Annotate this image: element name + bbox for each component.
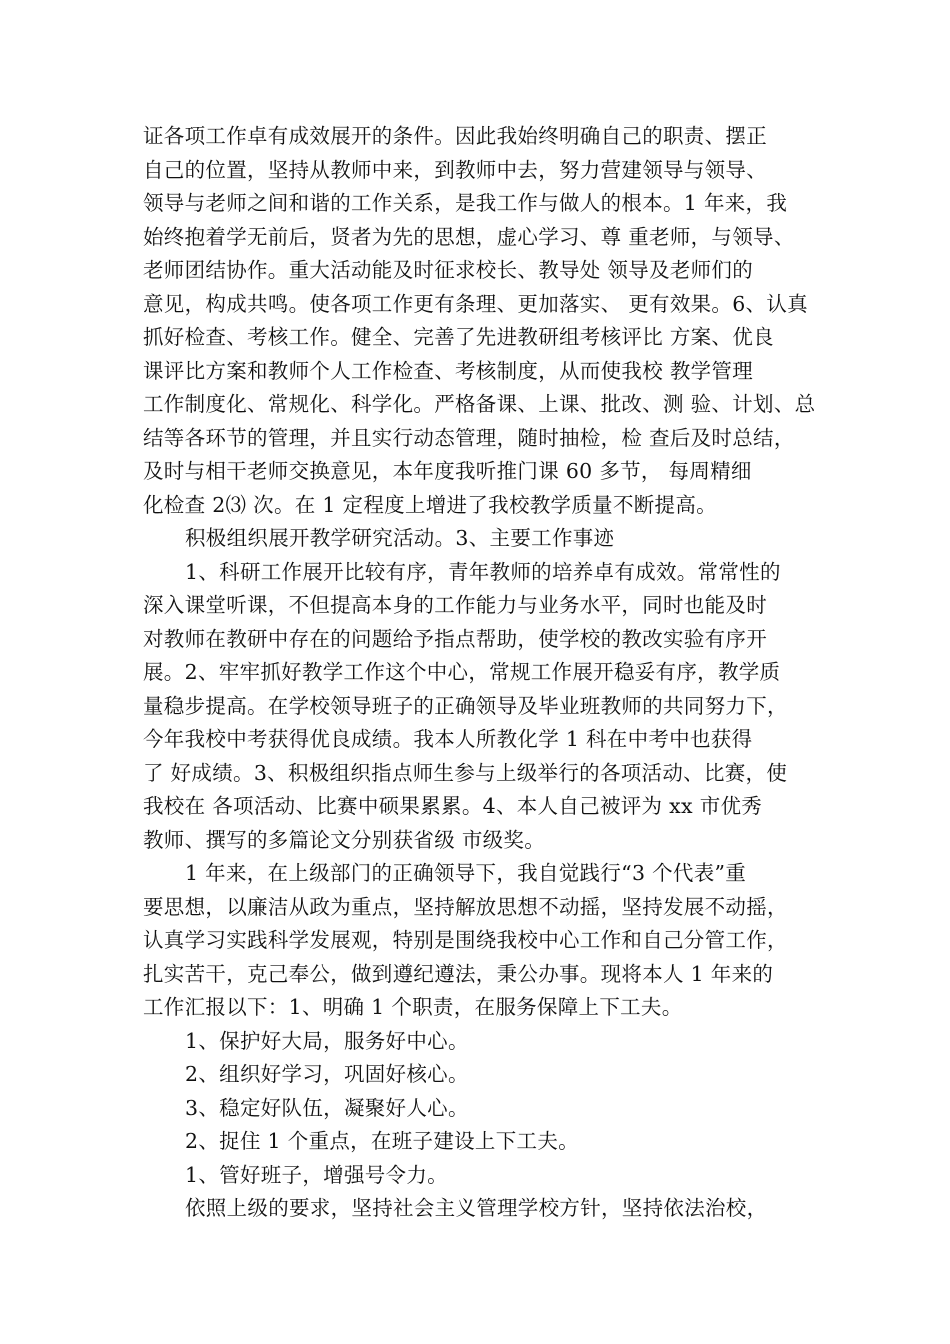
text-line: 领导与老师之间和谐的工作关系，是我工作与做人的根本。1 年来，我 xyxy=(143,191,788,215)
text-line: 展。2、牢牢抓好教学工作这个中心，常规工作展开稳妥有序，教学质 xyxy=(143,660,781,684)
text-line: 结等各环节的管理，并且实行动态管理，随时抽检，检 查后及时总结， xyxy=(143,425,795,450)
list-item: 1、管好班子，增强号令力。 xyxy=(185,1162,448,1187)
text-line: 课评比方案和教师个人工作检查、考核制度，从而使我校 教学管理 xyxy=(143,358,754,383)
document-body xyxy=(143,120,823,1226)
text-line: 深入课堂听课，不但提高本身的工作能力与业务水平，同时也能及时 xyxy=(143,593,767,617)
text-line: 对教师在教研中存在的问题给予指点帮助，使学校的教改实验有序开 xyxy=(143,626,767,651)
text-line: 要思想，以廉洁从政为重点，坚持解放思想不动摇，坚持发展不动摇， xyxy=(143,894,788,919)
list-item: 1、保护好大局，服务好中心。 xyxy=(185,1028,469,1053)
text-line: 化检查 2⑶ 次。在 1 定程度上增进了我校教学质量不断提高。 xyxy=(143,492,717,517)
text-line: 工作制度化、常规化、科学化。严格备课、上课、批改、测 验、计划、总 xyxy=(143,392,816,416)
text-line: 证各项工作卓有成效展开的条件。因此我始终明确自己的职责、摆正 xyxy=(143,124,767,148)
text-line: 始终抱着学无前后，贤者为先的思想，虚心学习、尊 重老师，与领导、 xyxy=(143,224,795,249)
list-item: 2、捉住 1 个重点，在班子建设上下工夫。 xyxy=(185,1129,579,1153)
list-item: 2、组织好学习，巩固好核心。 xyxy=(185,1062,469,1086)
text-line: 老师团结协作。重大活动能及时征求校长、教导处 领导及老师们的 xyxy=(143,258,754,282)
text-line: 自己的位置，坚持从教师中来，到教师中去，努力营建领导与领导、 xyxy=(143,157,767,182)
text-line: 抓好检查、考核工作。健全、完善了先进教研组考核评比 方案、优良 xyxy=(143,325,774,349)
text-line: 及时与相干老师交换意见，本年度我听推门课 60 多节， 每周精细 xyxy=(143,459,752,483)
text-line: 教师、撰写的多篇论文分别获省级 市级奖。 xyxy=(143,827,546,852)
text-line: 意见，构成共鸣。使各项工作更有条理、更加落实、 更有效果。6、认真 xyxy=(143,291,808,316)
text-line: 工作汇报以下：1、明确 1 个职责，在服务保障上下工夫。 xyxy=(143,995,683,1019)
text-line: 1、科研工作展开比较有序，青年教师的培养卓有成效。常常性的 xyxy=(185,559,781,584)
list-item: 3、稳定好队伍，凝聚好人心。 xyxy=(185,1095,469,1120)
text-line: 认真学习实践科学发展观，特别是围绕我校中心工作和自己分管工作， xyxy=(143,928,788,952)
text-line: 依照上级的要求，坚持社会主义管理学校方针，坚持依法治校， xyxy=(185,1196,768,1220)
text-line: 1 年来，在上级部门的正确领导下，我自觉践行“3 个代表”重 xyxy=(185,861,747,885)
text-line: 今年我校中考获得优良成绩。我本人所教化学 1 科在中考中也获得 xyxy=(143,727,753,751)
text-line: 了 好成绩。3、积极组织指点师生参与上级举行的各项活动、比赛，使 xyxy=(143,760,788,785)
text-line: 扎实苦干，克己奉公，做到遵纪遵法，秉公办事。现将本人 1 年来的 xyxy=(143,961,774,986)
text-line: 量稳步提高。在学校领导班子的正确领导及毕业班教师的共同努力下， xyxy=(143,693,788,718)
paragraph-heading: 积极组织展开教学研究活动。3、主要工作事迹 xyxy=(185,526,615,550)
text-line: 我校在 各项活动、比赛中硕果累累。4、本人自己被评为 xx 市优秀 xyxy=(143,794,763,818)
